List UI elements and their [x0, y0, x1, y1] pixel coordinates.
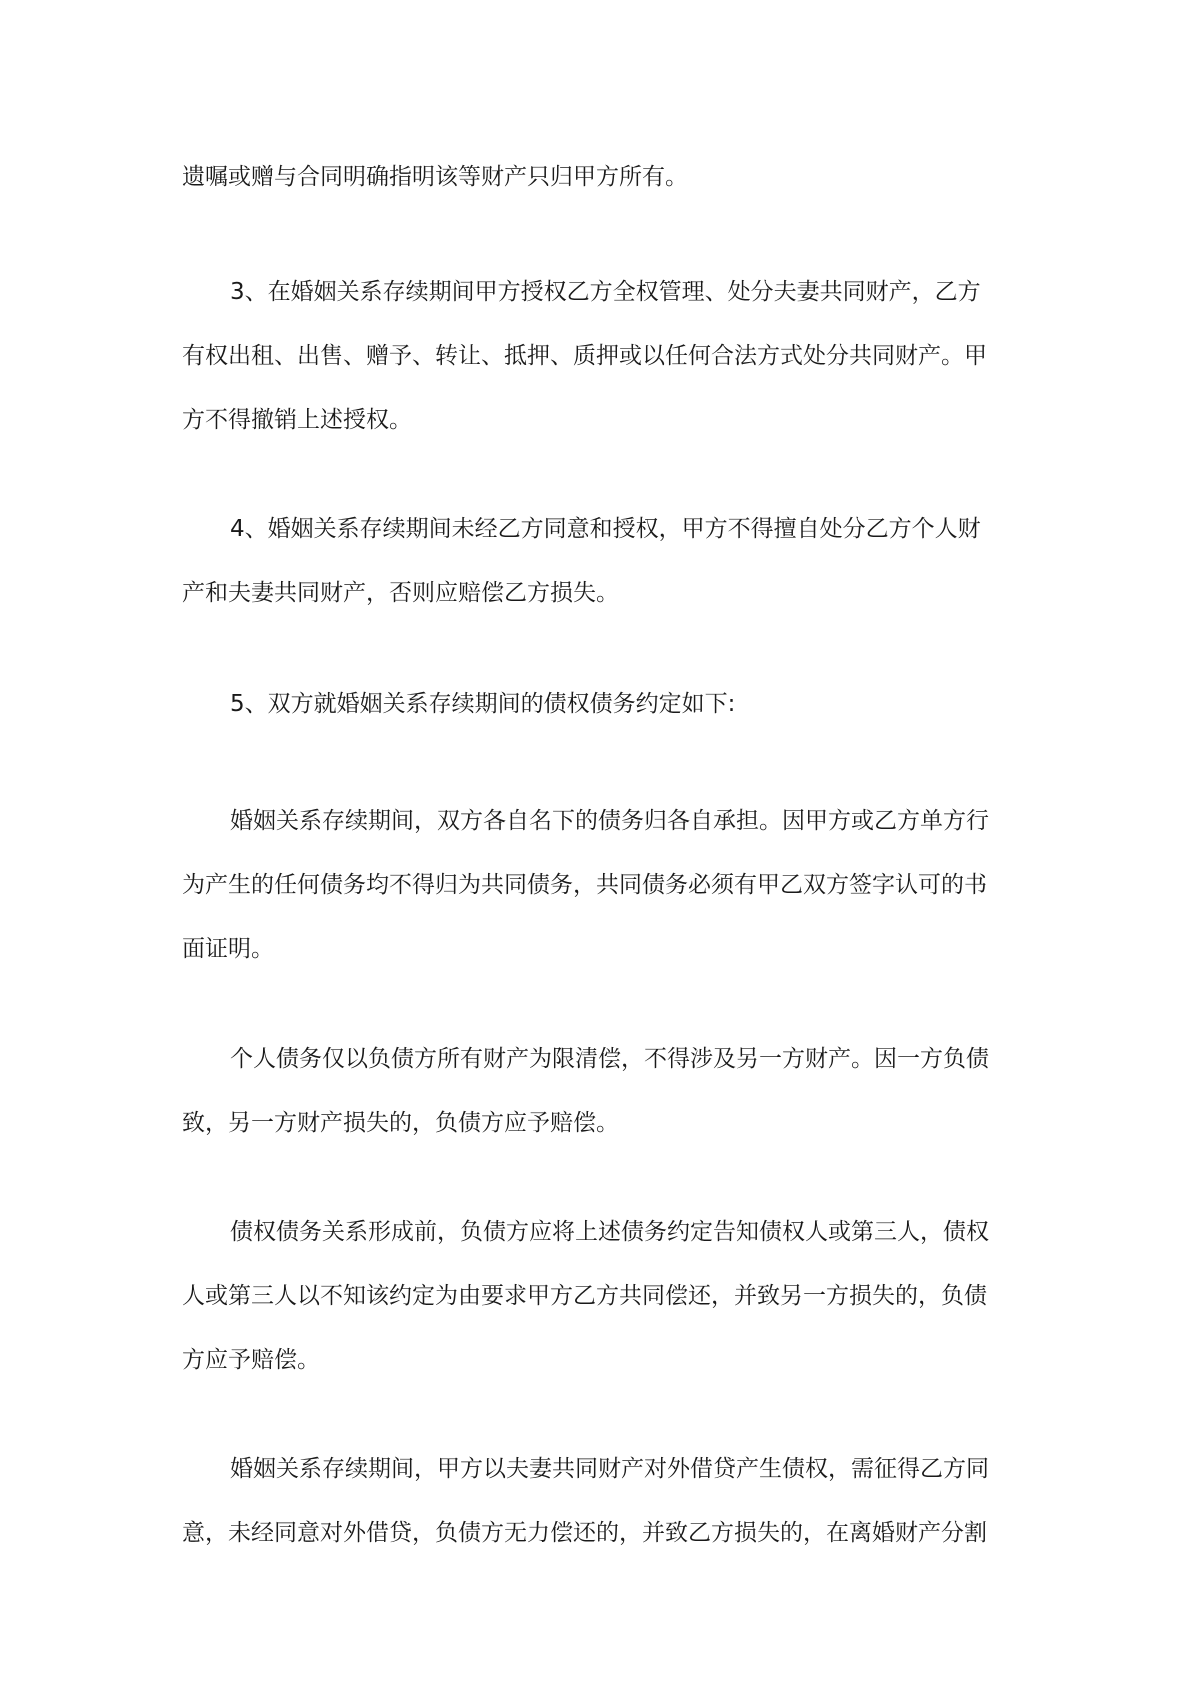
paragraph-continuation	[182, 145, 1027, 209]
text-line: 婚姻关系存续期间，双方各自名下的债务归各自承担。因甲方或乙方单方行	[230, 808, 989, 834]
paragraph-clause-5	[182, 672, 1027, 736]
paragraph-creditor-notice	[182, 1200, 1027, 1392]
text-line: 婚姻关系存续期间，甲方以夫妻共同财产对外借贷产生债权，需征得乙方同	[230, 1456, 989, 1482]
text-line: 致，另一方财产损失的，负债方应予赔偿。	[182, 1110, 619, 1136]
paragraph-clause-3	[182, 260, 1027, 452]
paragraph-clause-4	[182, 497, 1027, 625]
text-line: 面证明。	[182, 936, 274, 962]
text-line: 意，未经同意对外借贷，负债方无力偿还的，并致乙方损失的，在离婚财产分割	[182, 1520, 987, 1546]
text-line: 遗嘱或赠与合同明确指明该等财产只归甲方所有。	[182, 164, 688, 190]
paragraph-personal-debt	[182, 1027, 1027, 1155]
text-line: 方不得撤销上述授权。	[182, 407, 412, 433]
text-line: 债权债务关系形成前，负债方应将上述债务约定告知债权人或第三人，债权	[230, 1219, 989, 1245]
text-line: 有权出租、出售、赠予、转让、抵押、质押或以任何合法方式处分共同财产。甲	[182, 343, 987, 369]
text-line: 4、婚姻关系存续期间未经乙方同意和授权，甲方不得擅自处分乙方个人财	[230, 516, 981, 542]
text-line: 方应予赔偿。	[182, 1347, 320, 1373]
text-line: 为产生的任何债务均不得归为共同债务，共同债务必须有甲乙双方签字认可的书	[182, 872, 987, 898]
paragraph-debt-separation	[182, 789, 1027, 981]
text-line: 3、在婚姻关系存续期间甲方授权乙方全权管理、处分夫妻共同财产，乙方	[230, 279, 981, 305]
text-line: 产和夫妻共同财产，否则应赔偿乙方损失。	[182, 580, 619, 606]
text-line: 5、双方就婚姻关系存续期间的债权债务约定如下:	[230, 691, 736, 717]
paragraph-external-lending	[182, 1437, 1027, 1565]
text-line: 个人债务仅以负债方所有财产为限清偿，不得涉及另一方财产。因一方负债	[230, 1046, 989, 1072]
text-line: 人或第三人以不知该约定为由要求甲方乙方共同偿还，并致另一方损失的，负债	[182, 1283, 987, 1309]
